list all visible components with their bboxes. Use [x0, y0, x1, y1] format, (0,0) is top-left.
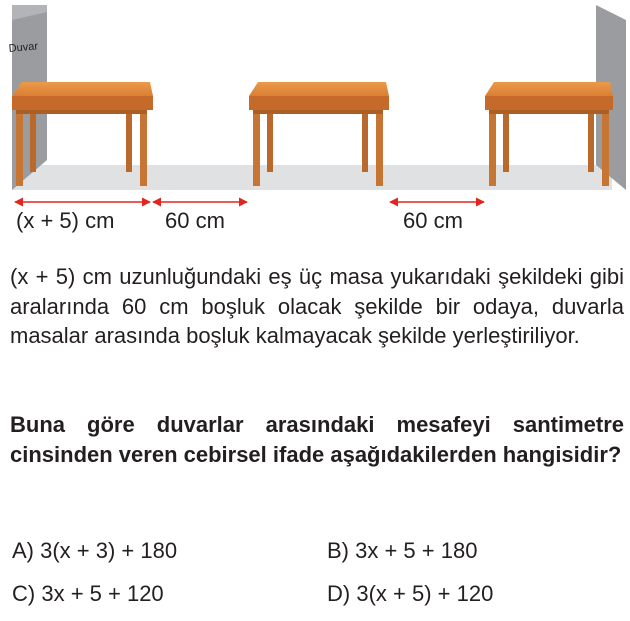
dimension-label-gap-2: 60 cm — [403, 208, 463, 233]
option-d-letter: D) — [327, 581, 351, 606]
wall-label: Duvar — [8, 40, 39, 55]
option-c-text: 3x + 5 + 120 — [41, 581, 164, 606]
tables-figure — [0, 0, 630, 245]
problem-question: Buna göre duvarlar arasındaki mesafeyi santimetre cinsinden veren cebirsel ifade aşağıdakilerden hangisidir? — [10, 412, 624, 467]
option-c-letter: C) — [12, 581, 36, 606]
option-d[interactable] — [327, 581, 493, 607]
option-c[interactable] — [12, 581, 164, 607]
option-a-letter: A) — [12, 538, 34, 563]
option-a[interactable] — [12, 538, 177, 564]
dimension-label-table: (x + 5) cm — [16, 208, 115, 233]
option-b-text: 3x + 5 + 180 — [355, 538, 478, 563]
option-a-text: 3(x + 3) + 180 — [40, 538, 178, 563]
option-b[interactable] — [327, 538, 477, 564]
problem-statement: (x + 5) cm uzunluğundaki eş üç masa yukarıdaki şekildeki gibi aralarında 60 cm boşluk olacak şekilde bir odaya, duvarla masalar arasında boşluk kalmayacak şekilde yerleştiriliyor. — [10, 264, 624, 348]
dimension-label-gap-1: 60 cm — [165, 208, 225, 233]
floor — [12, 165, 612, 190]
option-d-text: 3(x + 5) + 120 — [356, 581, 494, 606]
option-b-letter: B) — [327, 538, 349, 563]
